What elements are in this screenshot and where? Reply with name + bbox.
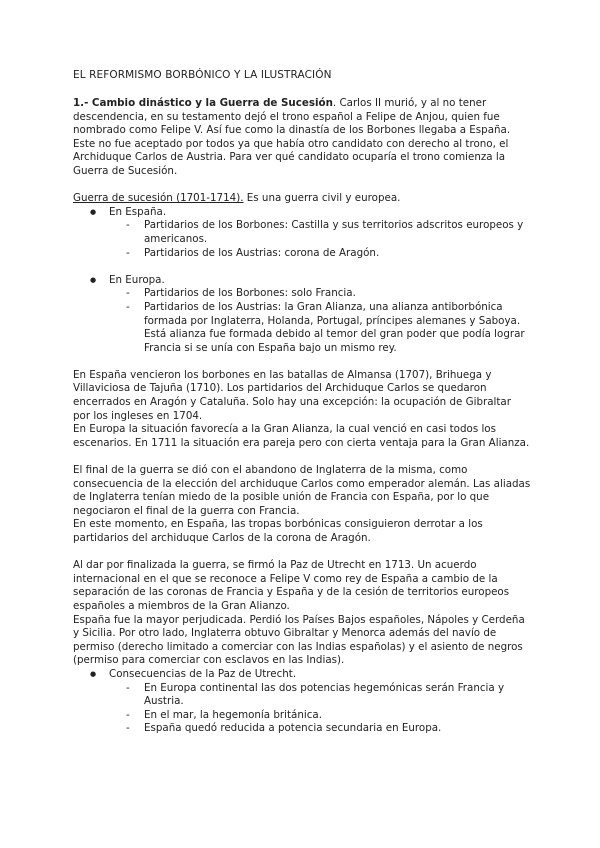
page-title: EL REFORMISMO BORBÓNICO Y LA ILUSTRACIÓN [73, 69, 332, 81]
spain-dash-list [109, 219, 531, 260]
dash-item: - Partidarios de los Borbones: Castilla y sus territorios adscritos europeos y americanos. [109, 219, 531, 246]
dash-item: - España quedó reducida a potencia secundaria en Europa. [109, 722, 531, 736]
war-label: Guerra de sucesión (1701-1714). [73, 192, 244, 205]
paragraph: En este momento, en España, las tropas borbónicas consiguieron derrotar a los partidarios del archiduque Carlos de la corona de Aragón. [73, 518, 483, 544]
europe-dash-list [109, 287, 531, 355]
paragraph: En Europa la situación favorecía a la Gran Alianza, la cual venció en casi todos los escenarios. En 1711 la situación era pareja pero con cierta ventaja para la Gran Alianza. [73, 423, 530, 449]
section-intro [73, 97, 531, 179]
section-intro-text: . Carlos II murió, y al no tener descendencia, en su testamento dejó el trono español a Felipe de Anjou, quien fue nombrado como Felipe V. Así fue como la dinastía de los Borbones llegaba a España. Este no fue aceptado por todos ya que había otro candidato con derecho al trono, el Archiduque Carlos de Austria. Para ver qué candidato ocuparía el trono comienza la Guerra de Sucesión. [73, 97, 511, 177]
consequences-bullets [73, 668, 531, 736]
paragraph: España fue la mayor perjudicada. Perdió los Países Bajos españoles, Nápoles y Cerdeña y Sicilia. Por otro lado, Inglaterra obtuvo Gibraltar y Menorca además del navío de permiso (derecho limitado a comerciar con las Indias españolas) y el asiento de negros (permiso para comerciar con esclavos en las Indias). [73, 613, 525, 667]
war-bullets [73, 206, 531, 260]
bullet-europe [73, 274, 531, 356]
paragraph: El final de la guerra se dió con el abandono de Inglaterra de la misma, como consecuencia de la elección del archiduque Carlos como emperador alemán. Las aliadas de Inglaterra tenían miedo de la posible unión de Francia con España, por lo que negociaron el final de la guerra con Francia. [73, 464, 531, 517]
paragraph: En España vencieron los borbones en las batallas de Almansa (1707), Brihuega y Villaviciosa de Tajuña (1710). Los partidarios del Archiduque Carlos se quedaron encerrados en Aragón y Cataluña. Solo hay una excepción: la ocupación de Gibraltar por los ingleses en 1704. [73, 368, 511, 422]
bullet-europe-label: En Europa. [109, 273, 165, 286]
bullet-spain-label: En España. [109, 205, 167, 218]
war-bullets-europe [73, 274, 531, 356]
section-heading: 1.- Cambio dinástico y la Guerra de Sucesión [73, 97, 333, 109]
bullet-consequences [73, 668, 531, 736]
war-heading-line [73, 192, 531, 206]
war-description: Es una guerra civil y europea. [243, 192, 401, 205]
dash-item: - En Europa continental las dos potencias hegemónicas serán Francia y Austria. [109, 682, 531, 709]
dash-item: - Partidarios de los Borbones: solo Francia. [109, 287, 531, 301]
dash-item: - En el mar, la hegemonía británica. [109, 709, 531, 723]
dash-item: - Partidarios de los Austrias: la Gran Alianza, una alianza antiborbónica formada por Inglaterra, Holanda, Portugal, príncipes alemanes y Saboya. Está alianza fue formada debido al temor del gran poder que podía lograr Francia si se unía con España bajo un mismo rey. [109, 301, 531, 355]
paragraph: Al dar por finalizada la guerra, se firmó la Paz de Utrecht en 1713. Un acuerdo internacional en el que se reconoce a Felipe V como rey de España a cambio de la separación de las coronas de Francia y España y de la cesión de territorios europeos españoles a miembros de la Gran Alianzo. [73, 559, 510, 612]
document-body [73, 97, 531, 736]
bullet-consequences-label: Consecuencias de la Paz de Utrecht. [109, 667, 297, 680]
bullet-spain [73, 206, 531, 260]
dash-item: - Partidarios de los Austrias: corona de Aragón. [109, 247, 531, 261]
consequences-dash-list [109, 682, 531, 736]
